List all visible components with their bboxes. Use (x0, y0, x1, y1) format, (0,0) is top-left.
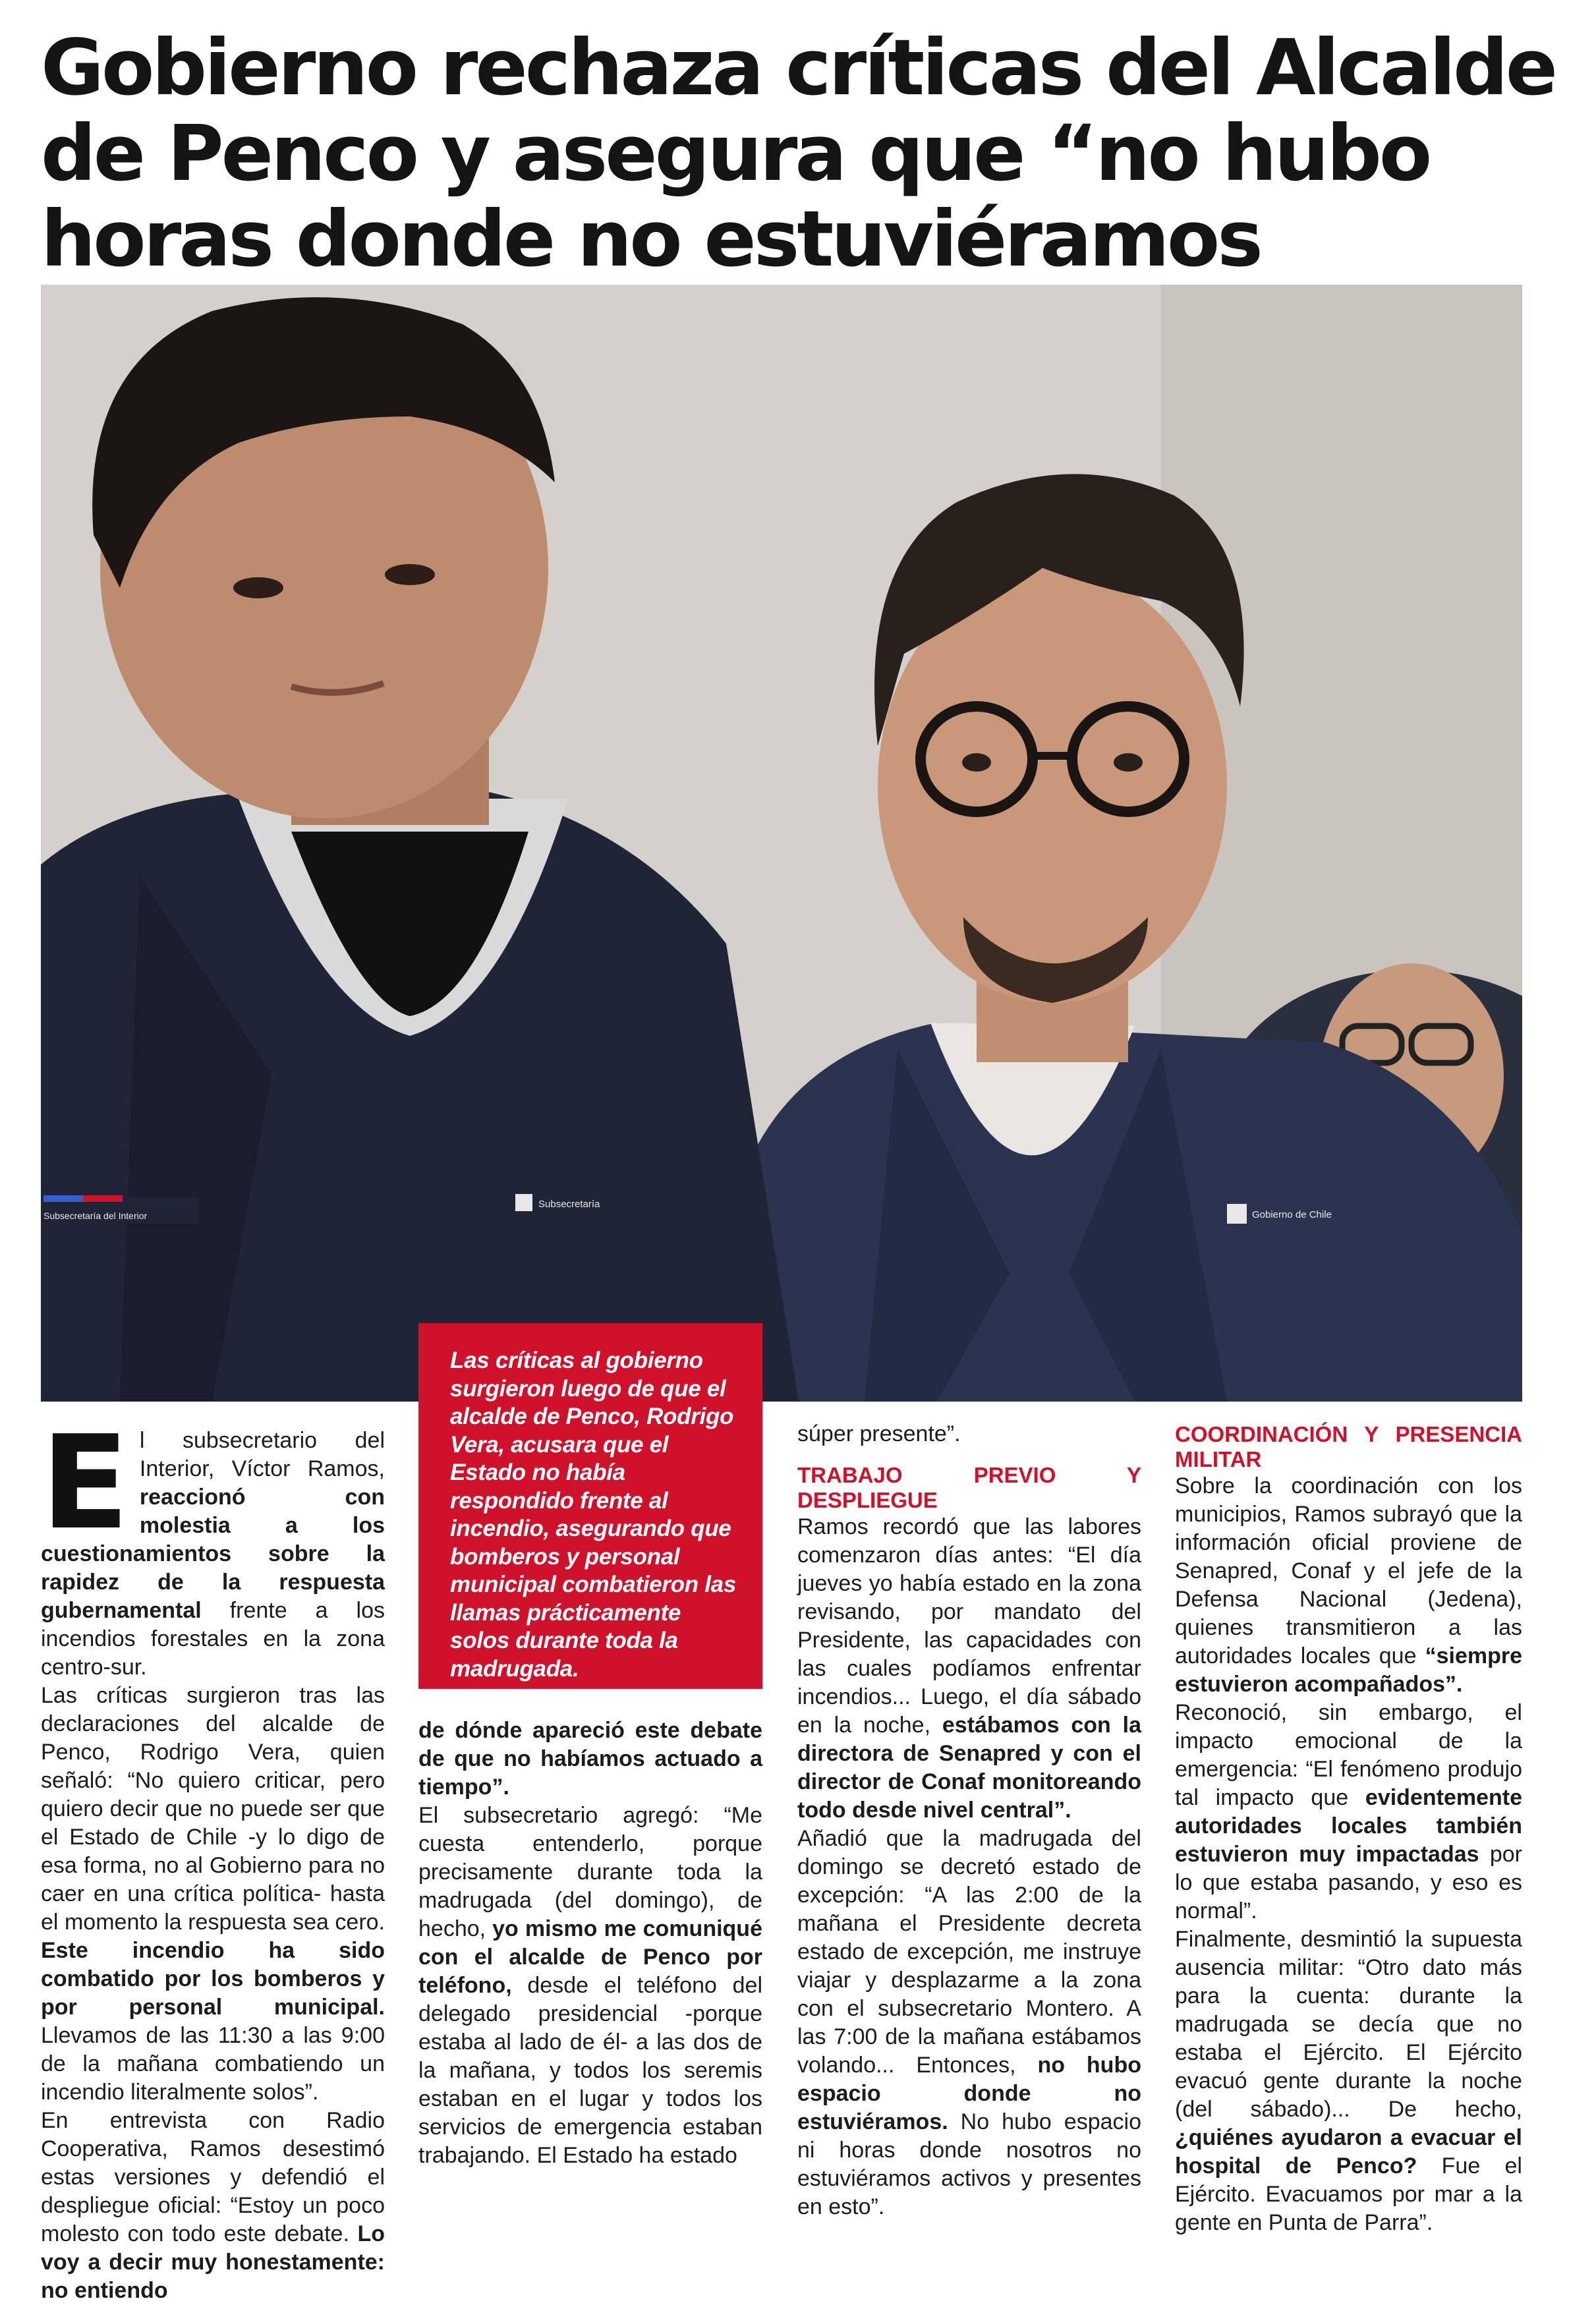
col2-p2-text: El subsecretario agregó: “Me cuesta entenderlo, porque precisamente durante toda la madrugada (del domingo), de hecho, (418, 1803, 762, 1941)
col1-paragraph-1 (41, 1408, 385, 1682)
col4-paragraph-1 (1175, 1472, 1522, 1699)
col1-p1-text-end: frente a los incendios forestales en la zona centro-sur. (41, 1598, 385, 1680)
col1-p3-bold: Lo voy a decir muy honestamente: no entiendo (41, 2221, 385, 2303)
drop-cap: E (41, 1408, 129, 1558)
subhead-coordinacion: COORDINACIÓN Y PRESENCIA MILITAR (1175, 1422, 1522, 1471)
col3-paragraph-1 (797, 1513, 1141, 1825)
col2-p2-text-end: desde el teléfono del delegado presidencial -porque estaba al lado de él- a las dos de la mañana, y todos los seremis estaban en el lugar y todos los servicios de emergencia estaban trabajando. El Estado ha estado (418, 1973, 762, 2168)
col4-p2-text-end: por lo que estaba pasando, y eso es normal”. (1175, 1842, 1522, 1923)
col3-p2-text: Añadió que la madrugada del domingo se decretó estado de excepción: “A las 2:00 de la mañana el Presidente decreta estado de excepción, me instruye viajar y desplazarme a la zona con el subsecretario Montero. A las 7:00 de la mañana estábamos volando... Entonces, (797, 1826, 1141, 2078)
col4-p2-bold: evidentemente autoridades locales también estuvieron muy impactadas (1175, 1785, 1522, 1867)
headline: Gobierno rechaza críticas del Alcalde de Penco y asegura que “no hubo horas donde no estuviéramos (41, 22, 1556, 284)
col1-p2-text-end: Llevamos de las 11:30 a las 9:00 de la mañana combatiendo un incendio literalmente solos”. (41, 2023, 385, 2105)
subhead-trabajo-previo: TRABAJO PREVIO Y DESPLIEGUE (797, 1463, 1141, 1512)
col4-paragraph-2 (1175, 1699, 1522, 1925)
column-3 (797, 1420, 1141, 2221)
col1-p1-text: l subsecretario del Interior, Víctor Ramos, (139, 1428, 385, 1481)
col2-p1-bold: de dónde apareció este debate de que no habíamos actuado a tiempo”. (418, 1718, 762, 1800)
column-2 (418, 1717, 762, 2170)
col4-p2-text: Reconoció, sin embargo, el impacto emocional de la emergencia: “El fenómeno produjo tal impacto que (1175, 1700, 1522, 1810)
article-photo (41, 285, 1522, 1402)
column-4 (1175, 1422, 1522, 2237)
col4-p1-bold: “siempre estuvieron acompañados”. (1175, 1643, 1522, 1697)
col3-lead: súper presente”. (797, 1421, 961, 1446)
jacket-badge-left: Subsecretaría del Interior (43, 1210, 148, 1221)
col1-p2-bold: Este incendio ha sido combatido por los bomberos y por personal municipal. (41, 1938, 385, 2020)
col4-p3-bold: ¿quiénes ayudaron a evacuar el hospital de Penco? (1175, 2125, 1522, 2178)
col2-p2-bold: yo mismo me comuniqué con el alcalde de Penco por teléfono, (418, 1916, 762, 1998)
col4-p1-text: Sobre la coordinación con los municipios, Ramos subrayó que la información oficial proviene de Senapred, Conaf y el jefe de la Defensa Nacional (Jedena), quienes transmitieron a las autoridades locales que (1175, 1473, 1522, 1668)
col1-paragraph-2 (41, 1682, 385, 2107)
col4-p3-text: Finalmente, desmintió la supuesta ausencia militar: “Otro dato más para la cuenta: durante la madrugada se decía que no estaba el Ejército. El Ejército evacuó gente durante la noche (del sábado)... De hecho, (1175, 1927, 1522, 2122)
col4-paragraph-3 (1175, 1925, 1522, 2237)
col1-p1-bold: reaccionó con molestia a los cuestionamientos sobre la rapidez de la respuesta gubernamental (41, 1485, 385, 1623)
pull-quote-box (418, 1323, 762, 1689)
col3-p1-bold: estábamos con la directora de Senapred y con el director de Conaf monitoreando todo desde nivel central”. (797, 1713, 1141, 1823)
col4-p3-text-end: Fue el Ejército. Evacuamos por mar a la gente en Punta de Parra”. (1175, 2153, 1522, 2235)
col3-paragraph-2 (797, 1825, 1141, 2221)
col3-p2-bold: no hubo espacio donde no estuviéramos. (797, 2053, 1141, 2134)
col2-paragraph-1 (418, 1717, 762, 1802)
col3-p1-text: Ramos recordó que las labores comenzaron días antes: “El día jueves yo había estado en la zona revisando, por mandato del Presidente, las capacidades con las cuales podíamos enfrentar incendios... Luego, el día sábado en la noche, (797, 1514, 1141, 1738)
col1-p3-text: En entrevista con Radio Cooperativa, Ramos desestimó estas versiones y defendió el despliegue oficial: “Estoy un poco molesto con todo este debate. (41, 2108, 385, 2246)
col1-p2-text: Las críticas surgieron tras las declaraciones del alcalde de Penco, Rodrigo Vera, quien señaló: “No quiero criticar, pero quiero decir que no puede ser que el Estado de Chile -y lo digo de esa forma, no al Gobierno para no caer en una crítica política- hasta el momento la respuesta sea cero. (41, 1683, 385, 1935)
jacket-badge-right: Gobierno de Chile (1252, 1209, 1332, 1220)
col1-paragraph-3 (41, 2107, 385, 2305)
col2-paragraph-2 (418, 1802, 762, 2170)
col3-p2-text-end: No hubo espacio ni horas donde nosotros no estuviéramos activos y presentes en esto”. (797, 2109, 1141, 2219)
pull-quote-text: Las críticas al gobierno surgieron luego de que el alcalde de Penco, Rodrigo Vera, acusara que el Estado no había respondido frente al incendio, asegurando que bomberos y personal municipal combatieron las llamas prácticamente solos durante toda la madrugada. (450, 1348, 736, 1682)
jacket-badge-center: Subsecretaría (538, 1199, 600, 1210)
column-1 (41, 1408, 385, 2305)
